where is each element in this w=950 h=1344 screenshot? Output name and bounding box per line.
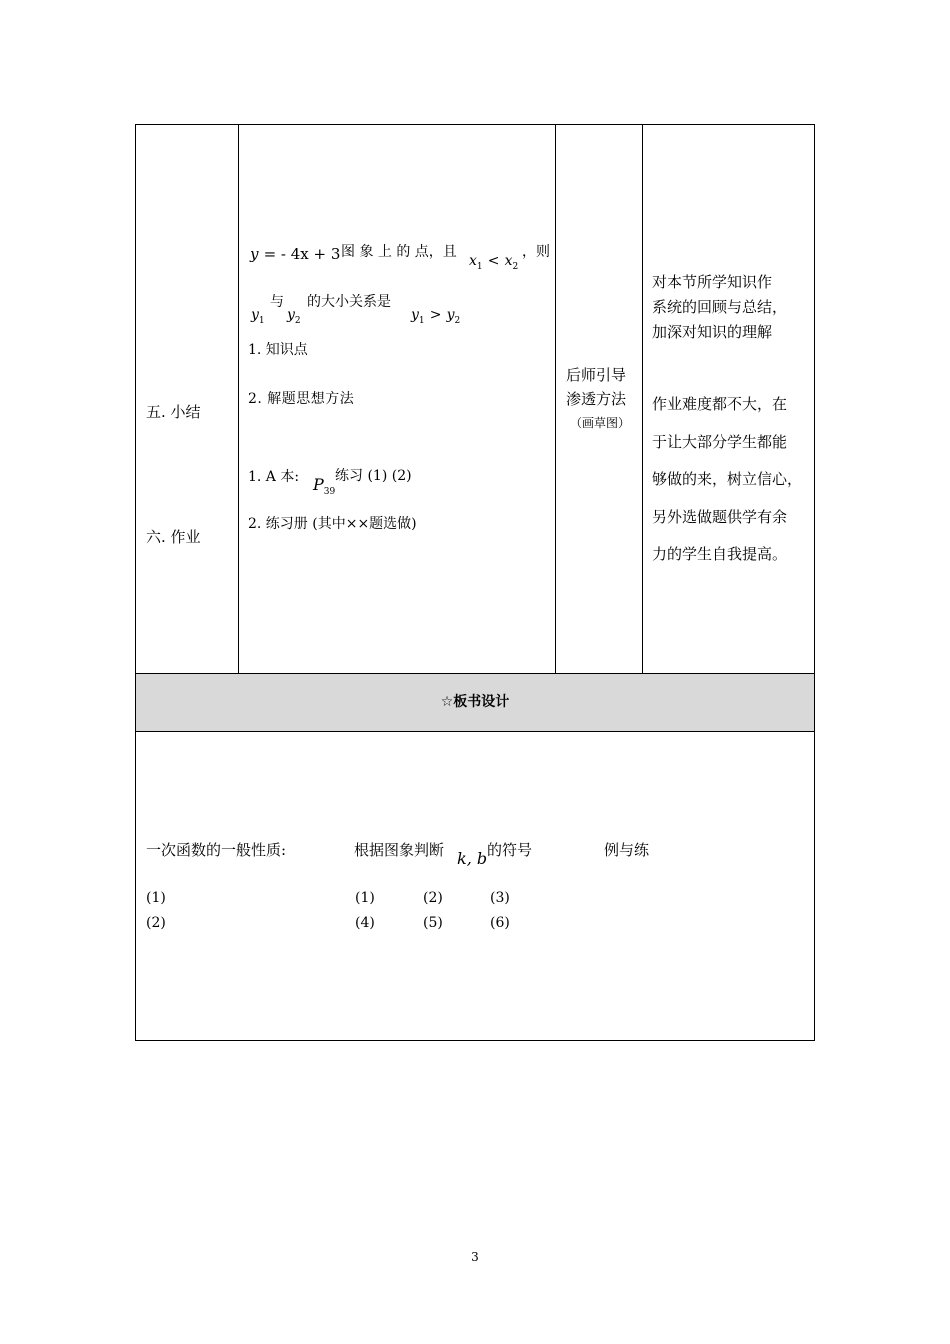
board-col3-title: 例与练 — [604, 841, 650, 859]
intent-p2-l1: 作业难度都不大，在 — [652, 395, 788, 413]
equation-line — [250, 244, 340, 263]
cond-x2: x — [504, 253, 513, 269]
board-col2-title-prefix: 根据图象判断 — [354, 841, 445, 859]
table-border-right — [814, 124, 815, 1041]
table-border-bottom — [135, 1040, 815, 1041]
homework-1-p: $P_{39}$ — [313, 475, 336, 497]
summary-item-1: 1. 知识点 — [248, 342, 308, 358]
intent-p1-l3: 加深对知识的理解 — [652, 323, 773, 341]
relation-answer: $y_1 > y_2$ — [411, 307, 461, 326]
col-divider-3 — [642, 124, 643, 673]
cond-x1-sub: 1 — [476, 262, 483, 272]
cond-suffix: ，则 — [522, 244, 550, 260]
intent-p2-l3: 够做的来，树立信心， — [652, 470, 803, 488]
board-col2-title-suffix: 的符号 — [487, 841, 533, 859]
eq-suffix: 图 象 上 的 点，且 — [341, 244, 457, 260]
method-line-1: 后师引导 — [566, 366, 627, 384]
board-col2-item: (6) — [490, 915, 510, 931]
intent-p1-l2: 系统的回顾与总结， — [652, 298, 788, 316]
method-line-3: （画草图） — [570, 416, 631, 430]
board-col2-item: (2) — [423, 890, 443, 906]
row-divider-1 — [135, 673, 815, 674]
homework-1-suffix: 练习 (1) (2) — [335, 468, 412, 484]
col-divider-2 — [555, 124, 556, 673]
row-divider-2 — [135, 731, 815, 732]
homework-2: 2. 练习册 (其中××题选做) — [248, 516, 417, 532]
eq-rhs: = - 4x + 3 — [263, 245, 341, 263]
col-divider-1 — [238, 124, 239, 673]
board-col2-item: (1) — [355, 890, 375, 906]
intent-p2-l4: 另外选做题供学有余 — [652, 508, 788, 526]
eq-lhs: y — [250, 245, 259, 263]
intent-p2-l5: 力的学生自我提高。 — [652, 545, 788, 563]
y2-var: $y_2$ — [287, 307, 301, 326]
cond-x1: x — [469, 253, 477, 269]
page-number: 3 — [471, 1250, 479, 1264]
intent-p2-l2: 于让大部分学生都能 — [652, 433, 788, 451]
method-line-2: 渗透方法 — [566, 390, 627, 408]
board-col2-item: (5) — [423, 915, 443, 931]
label-summary: 五. 小结 — [146, 403, 201, 421]
relation-text: 的大小关系是 — [307, 294, 391, 310]
board-col2-item: (4) — [355, 915, 375, 931]
board-col1-item-2: (2) — [146, 915, 166, 931]
label-homework: 六. 作业 — [146, 528, 201, 546]
y1-var: $y_1$ — [251, 307, 265, 326]
board-col2-math: k, b — [457, 849, 488, 868]
cond-lt: < — [487, 253, 500, 269]
intent-p1-l1: 对本节所学知识作 — [652, 273, 773, 291]
board-col1-item-1: (1) — [146, 890, 166, 906]
table-border-top — [135, 124, 815, 125]
homework-1-prefix: 1. A 本: — [248, 469, 300, 485]
yu-text: 与 — [270, 294, 284, 310]
board-header-title: ☆板书设计 — [440, 694, 510, 710]
cond-x2-sub: 2 — [512, 262, 519, 272]
table-border-left — [135, 124, 136, 1041]
summary-item-2: 2. 解题思想方法 — [248, 391, 355, 407]
board-col1-title: 一次函数的一般性质: — [146, 841, 287, 859]
board-col2-item: (3) — [490, 890, 510, 906]
condition — [469, 250, 519, 272]
